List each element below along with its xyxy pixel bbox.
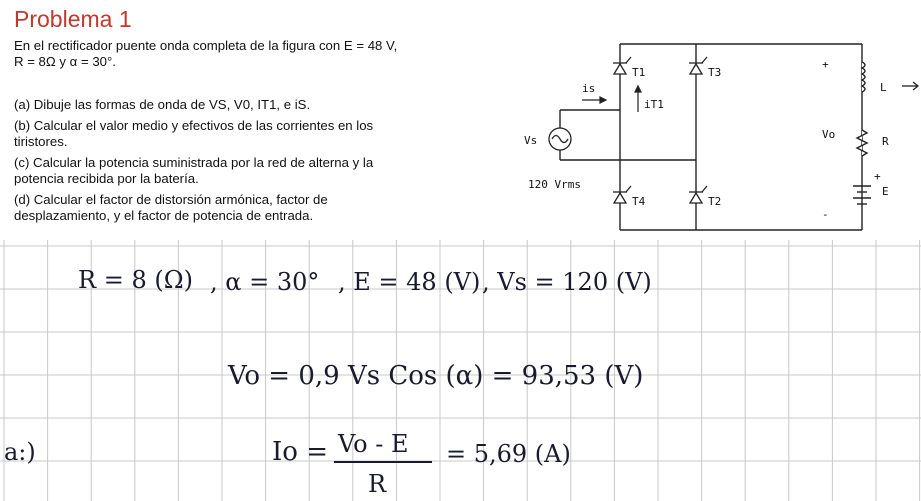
intro-line-1: En el rectificador puente onda completa de la figura con E = 48 V, — [14, 38, 398, 53]
label-t3: T3 — [708, 66, 722, 79]
intro-line-2: R = 8Ω y α = 30°. — [14, 54, 116, 69]
label-minus-bottom: - — [822, 208, 829, 221]
ac-source-icon — [549, 128, 571, 150]
resistor-icon — [857, 130, 867, 156]
label-l: L — [880, 81, 887, 94]
inductor-arrow-icon — [902, 82, 918, 90]
problem-statement — [0, 0, 921, 240]
part-d-text-1: (d) Calcular el factor de distorsión armónica, factor de — [14, 192, 328, 207]
thyristor-t4-icon — [613, 186, 631, 203]
handwritten-notes-area — [0, 240, 921, 501]
note-io-lhs: Io = — [272, 437, 328, 467]
problem-title: Problema 1 — [14, 6, 132, 32]
thyristor-t3-icon — [689, 57, 707, 74]
note-r-value: R = 8 (Ω) — [78, 266, 193, 294]
label-r: R — [882, 135, 889, 148]
note-io-numerator: Vo - E — [338, 430, 409, 458]
label-e-plus: + — [874, 170, 881, 183]
label-t1: T1 — [632, 66, 646, 79]
note-part-a-label: a:) — [4, 438, 36, 466]
note-vo-equation: Vo = 0,9 Vs Cos (α) = 93,53 (V) — [228, 361, 644, 391]
thyristor-t2-icon — [689, 186, 707, 203]
part-a-text: (a) Dibuje las formas de onda de VS, V0, IT1, e iS. — [14, 97, 311, 112]
rectifier-circuit-diagram — [520, 40, 920, 236]
label-is: is — [582, 82, 596, 95]
label-e: E — [882, 185, 889, 198]
part-d-text-2: desplazamiento, y el factor de potencia de entrada. — [14, 208, 314, 223]
note-io-denominator: R — [368, 470, 387, 498]
label-it1: iT1 — [644, 98, 664, 111]
note-e-value: , E = 48 (V) — [338, 268, 481, 296]
thyristor-t1-icon — [613, 57, 631, 74]
label-t2: T2 — [708, 195, 722, 208]
label-vo: Vo — [822, 128, 836, 141]
part-c-text-1: (c) Calcular la potencia suministrada por la red de alterna y la — [14, 155, 374, 170]
note-vs-value: , Vs = 120 (V) — [482, 268, 652, 296]
part-b-text-2: tiristores. — [14, 134, 68, 149]
note-alpha-value: , α = 30° — [210, 268, 320, 296]
part-c-text-2: potencia recibida por la batería. — [14, 171, 199, 186]
note-io-result: = 5,69 (A) — [446, 440, 571, 468]
label-plus-top: + — [822, 58, 829, 71]
label-120vrms: 120 Vrms — [528, 178, 581, 191]
thyristors — [613, 57, 707, 203]
inductor-icon — [862, 62, 865, 92]
label-t4: T4 — [632, 195, 646, 208]
part-b-text-1: (b) Calcular el valor medio y efectivos de las corrientes en los — [14, 118, 374, 133]
label-vs: Vs — [524, 134, 538, 147]
